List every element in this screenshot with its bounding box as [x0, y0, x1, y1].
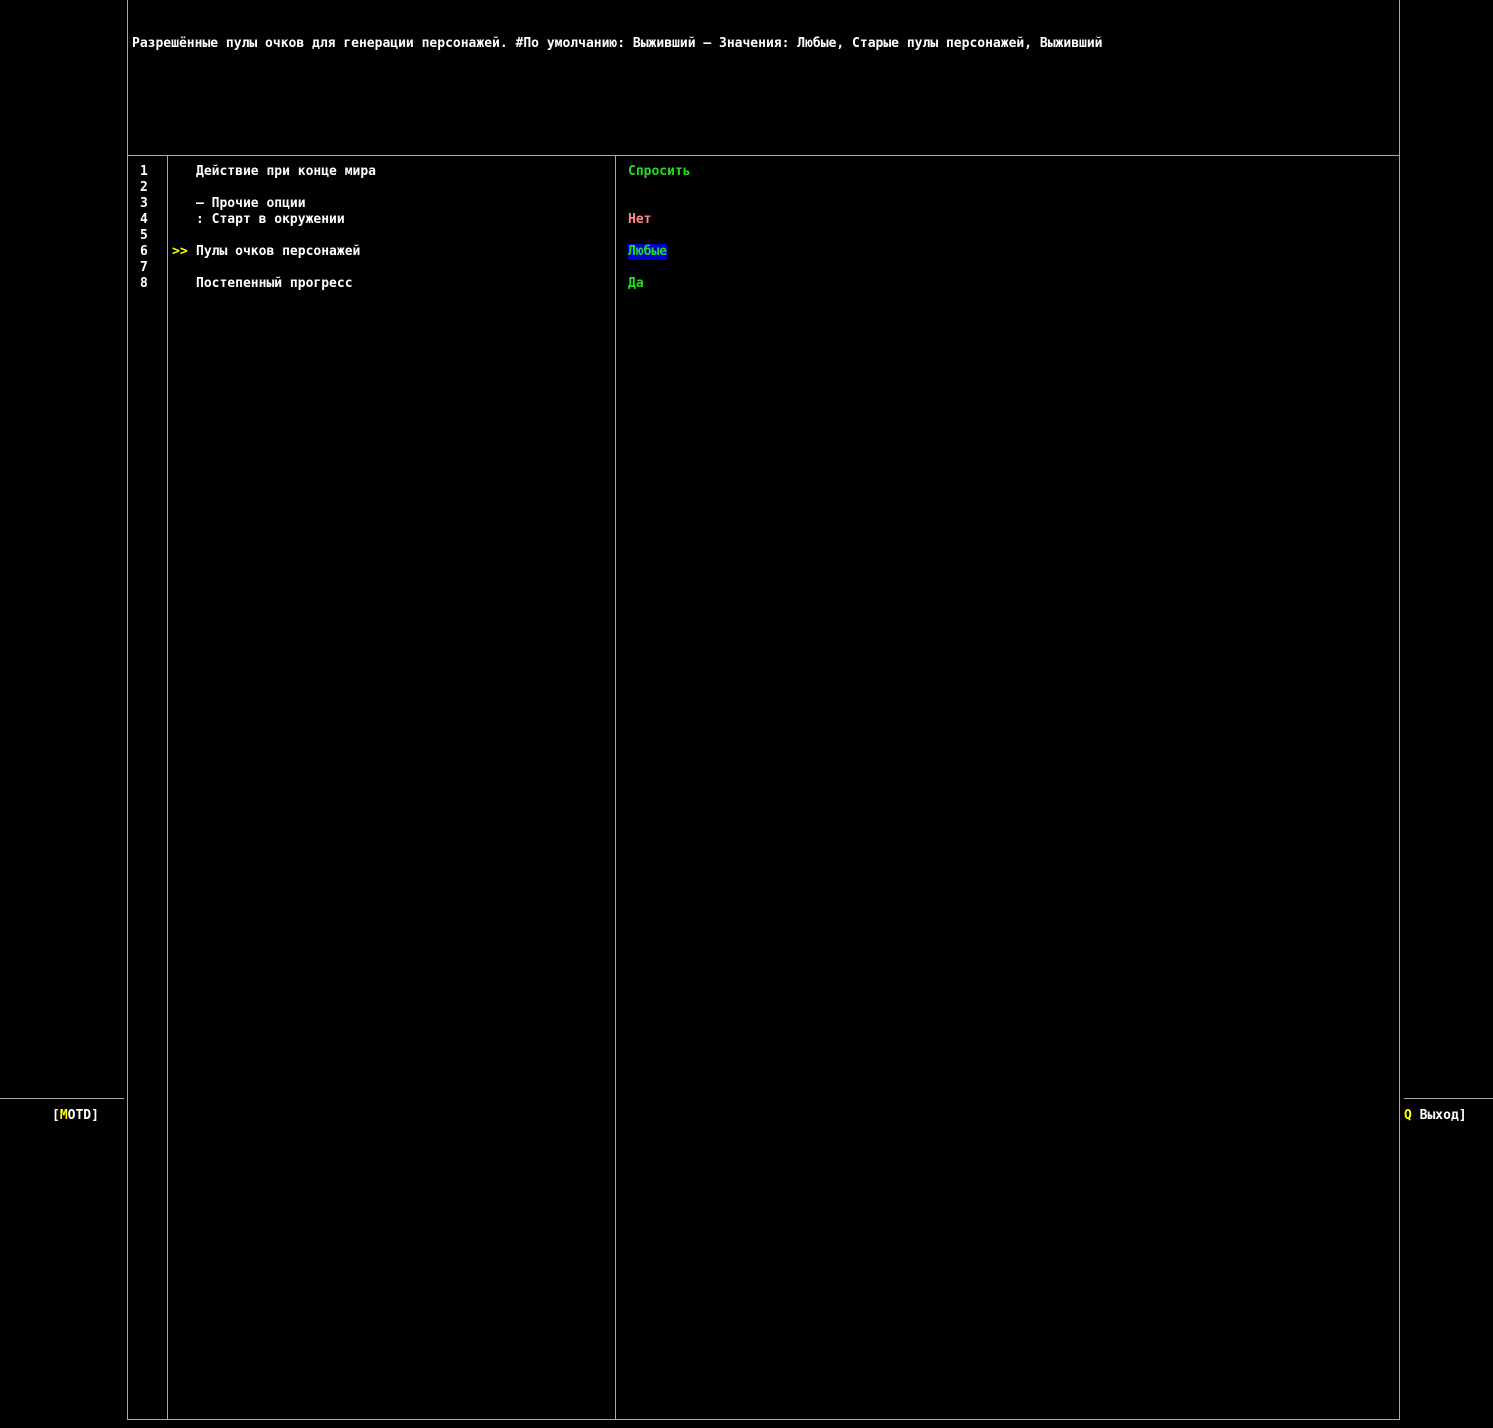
value-column-divider	[615, 155, 616, 1420]
motd-label: OTD	[67, 1108, 92, 1123]
option-value[interactable]: Нет	[628, 212, 652, 227]
section-header: — Прочие опции	[196, 196, 306, 211]
number-column-divider	[167, 155, 168, 1420]
row-number: 1	[140, 164, 148, 179]
footer-left-rule	[0, 1098, 124, 1099]
right-border	[1399, 0, 1400, 1420]
motd-hotkey: M	[59, 1108, 68, 1123]
row-number: 3	[140, 196, 148, 211]
bracket-open: [	[52, 1108, 60, 1123]
option-description: Разрешённые пулы очков для генерации персонажей. #По умолчанию: Выживший — Значения: Любые, Старые пулы персонажей, Выживший	[132, 36, 1103, 51]
option-value[interactable]: Спросить	[628, 164, 691, 179]
row-number: 5	[140, 228, 148, 243]
quit-label: Выход]	[1411, 1108, 1467, 1123]
row-number: 7	[140, 260, 148, 275]
selection-cursor: >>	[172, 244, 188, 259]
bracket-close: ]	[91, 1108, 99, 1123]
option-label: Постепенный прогресс	[196, 276, 353, 291]
quit-button[interactable]	[1404, 1108, 1467, 1124]
option-value-selected[interactable]: Любые	[628, 244, 668, 259]
row-number: 4	[140, 212, 148, 227]
description-divider	[127, 155, 1400, 156]
bottom-border	[127, 1419, 1400, 1420]
option-label: Пулы очков персонажей	[196, 244, 361, 259]
row-number: 2	[140, 180, 148, 195]
option-value[interactable]: Да	[628, 276, 644, 291]
motd-button[interactable]	[52, 1108, 99, 1124]
footer-right-rule	[1404, 1098, 1493, 1099]
quit-hotkey: Q	[1404, 1108, 1412, 1123]
left-border	[127, 0, 128, 1420]
row-number: 6	[140, 244, 148, 259]
row-number: 8	[140, 276, 148, 291]
option-label: : Старт в окружении	[196, 212, 345, 227]
option-label: Действие при конце мира	[196, 164, 377, 179]
